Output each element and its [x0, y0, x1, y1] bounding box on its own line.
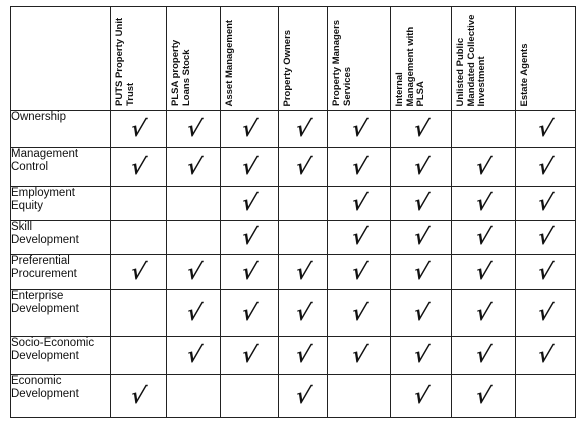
matrix-cell	[452, 187, 515, 221]
matrix-cell	[221, 337, 278, 375]
column-header-label: Asset Management	[224, 19, 236, 106]
matrix-cell	[110, 111, 166, 148]
matrix-cell	[328, 111, 390, 148]
matrix-cell	[221, 148, 278, 187]
check-mark-icon: √	[239, 224, 260, 250]
check-mark-icon: √	[349, 299, 370, 326]
matrix-cell	[390, 111, 451, 148]
matrix-cell	[221, 375, 278, 418]
matrix-cell	[390, 375, 451, 418]
matrix-cell	[110, 375, 166, 418]
check-mark-icon: √	[535, 190, 556, 216]
column-header	[221, 7, 278, 111]
check-mark-icon: √	[410, 190, 431, 216]
matrix-cell	[110, 221, 166, 255]
header-row	[11, 7, 576, 111]
matrix-cell	[221, 255, 278, 290]
matrix-cell	[328, 290, 390, 337]
matrix-cell	[221, 290, 278, 337]
check-mark-icon: √	[183, 115, 204, 142]
check-mark-icon: √	[473, 190, 494, 216]
check-mark-icon: √	[349, 115, 370, 142]
matrix-cell	[278, 290, 328, 337]
table-row	[11, 187, 576, 221]
check-mark-icon: √	[293, 299, 314, 326]
check-mark-icon: √	[535, 342, 556, 368]
check-mark-icon: √	[239, 190, 260, 216]
check-mark-icon: √	[473, 224, 494, 250]
check-mark-icon: √	[473, 342, 494, 368]
row-label: Economic Development	[11, 375, 111, 418]
table-row	[11, 221, 576, 255]
table-row	[11, 337, 576, 375]
matrix-cell	[452, 290, 515, 337]
check-mark-icon: √	[410, 299, 431, 326]
check-mark-icon: √	[239, 258, 260, 285]
matrix-cell	[278, 255, 328, 290]
check-mark-icon: √	[239, 153, 260, 180]
check-mark-icon: √	[239, 342, 260, 368]
matrix-cell	[515, 375, 575, 418]
check-mark-icon: √	[293, 342, 314, 368]
matrix-cell	[221, 111, 278, 148]
column-header	[278, 7, 328, 111]
check-mark-icon: √	[293, 258, 314, 285]
column-header-label: Property Managers Services	[331, 19, 353, 106]
matrix-cell	[452, 255, 515, 290]
check-mark-icon: √	[410, 258, 431, 285]
matrix-cell	[452, 221, 515, 255]
check-mark-icon: √	[349, 258, 370, 285]
matrix-cell	[328, 375, 390, 418]
check-mark-icon: √	[410, 342, 431, 368]
row-label: Socio-Economic Development	[11, 337, 111, 375]
matrix-cell	[167, 337, 221, 375]
column-header	[167, 7, 221, 111]
matrix-cell	[167, 290, 221, 337]
matrix-cell	[515, 337, 575, 375]
column-header-label: PUTS Property Unit Trust	[113, 17, 136, 106]
check-mark-icon: √	[349, 342, 370, 368]
matrix-cell	[452, 148, 515, 187]
table-row	[11, 111, 576, 148]
check-mark-icon: √	[128, 115, 149, 142]
matrix-cell	[278, 148, 328, 187]
matrix-cell	[390, 187, 451, 221]
matrix-cell	[390, 255, 451, 290]
column-header-label: Unlisted Public Mandated Collective Investment	[455, 14, 488, 106]
check-mark-icon: √	[410, 115, 431, 142]
check-mark-icon: √	[535, 258, 556, 285]
matrix-cell	[452, 375, 515, 418]
column-header-label: PLSA property Loans Stock	[170, 39, 192, 106]
check-mark-icon: √	[293, 115, 314, 142]
check-mark-icon: √	[128, 382, 149, 409]
matrix-cell	[167, 375, 221, 418]
matrix-cell	[221, 221, 278, 255]
matrix-cell	[452, 337, 515, 375]
matrix-cell	[515, 148, 575, 187]
matrix-cell	[221, 187, 278, 221]
matrix-cell	[278, 221, 328, 255]
matrix-cell	[167, 148, 221, 187]
check-mark-icon: √	[239, 299, 260, 326]
matrix-cell	[110, 148, 166, 187]
matrix-cell	[452, 111, 515, 148]
matrix-cell	[110, 187, 166, 221]
column-header	[515, 7, 575, 111]
check-mark-icon: √	[183, 299, 204, 326]
matrix-cell	[110, 337, 166, 375]
matrix-cell	[167, 221, 221, 255]
matrix-cell	[278, 337, 328, 375]
check-mark-icon: √	[183, 153, 204, 180]
matrix-cell	[167, 255, 221, 290]
matrix-cell	[515, 221, 575, 255]
check-mark-icon: √	[410, 382, 431, 409]
column-header-label: Property Owners	[281, 29, 293, 106]
matrix-cell	[515, 255, 575, 290]
matrix-cell	[515, 290, 575, 337]
column-header	[452, 7, 515, 111]
column-header	[328, 7, 390, 111]
table-row	[11, 375, 576, 418]
check-mark-icon: √	[473, 153, 494, 180]
row-label: Skill Development	[11, 221, 111, 255]
column-header-label: Internal Management with PLSA	[393, 26, 426, 106]
check-mark-icon: √	[183, 342, 204, 368]
check-mark-icon: √	[349, 153, 370, 180]
matrix-cell	[110, 290, 166, 337]
check-mark-icon: √	[535, 224, 556, 250]
check-mark-icon: √	[410, 153, 431, 180]
compliance-matrix-table	[10, 6, 576, 418]
table-row	[11, 290, 576, 337]
matrix-cell	[328, 148, 390, 187]
check-mark-icon: √	[535, 115, 556, 142]
matrix-cell	[328, 221, 390, 255]
column-header-label: Estate Agents	[518, 43, 530, 106]
column-header	[110, 7, 166, 111]
row-label: Employment Equity	[11, 187, 111, 221]
matrix-cell	[390, 221, 451, 255]
matrix-cell	[328, 187, 390, 221]
check-mark-icon: √	[183, 258, 204, 285]
matrix-cell	[328, 337, 390, 375]
matrix-cell	[390, 337, 451, 375]
column-header	[390, 7, 451, 111]
check-mark-icon: √	[535, 299, 556, 326]
check-mark-icon: √	[410, 224, 431, 250]
matrix-body	[11, 111, 576, 418]
row-label: Management Control	[11, 148, 111, 187]
corner-cell	[11, 7, 111, 111]
check-mark-icon: √	[293, 153, 314, 180]
matrix-cell	[278, 375, 328, 418]
check-mark-icon: √	[349, 190, 370, 216]
row-label: Ownership	[11, 111, 111, 148]
check-mark-icon: √	[128, 153, 149, 180]
matrix-cell	[515, 111, 575, 148]
matrix-cell	[278, 187, 328, 221]
matrix-cell	[328, 255, 390, 290]
check-mark-icon: √	[293, 382, 314, 409]
matrix-cell	[110, 255, 166, 290]
check-mark-icon: √	[128, 258, 149, 285]
matrix-cell	[278, 111, 328, 148]
matrix-cell	[167, 187, 221, 221]
matrix-cell	[390, 148, 451, 187]
check-mark-icon: √	[349, 224, 370, 250]
row-label: Preferential Procurement	[11, 255, 111, 290]
check-mark-icon: √	[473, 258, 494, 285]
matrix-cell	[515, 187, 575, 221]
check-mark-icon: √	[473, 382, 494, 409]
row-label: Enterprise Development	[11, 290, 111, 337]
check-mark-icon: √	[473, 299, 494, 326]
matrix-cell	[167, 111, 221, 148]
table-row	[11, 255, 576, 290]
matrix-cell	[390, 290, 451, 337]
table-row	[11, 148, 576, 187]
check-mark-icon: √	[239, 115, 260, 142]
check-mark-icon: √	[535, 153, 556, 180]
